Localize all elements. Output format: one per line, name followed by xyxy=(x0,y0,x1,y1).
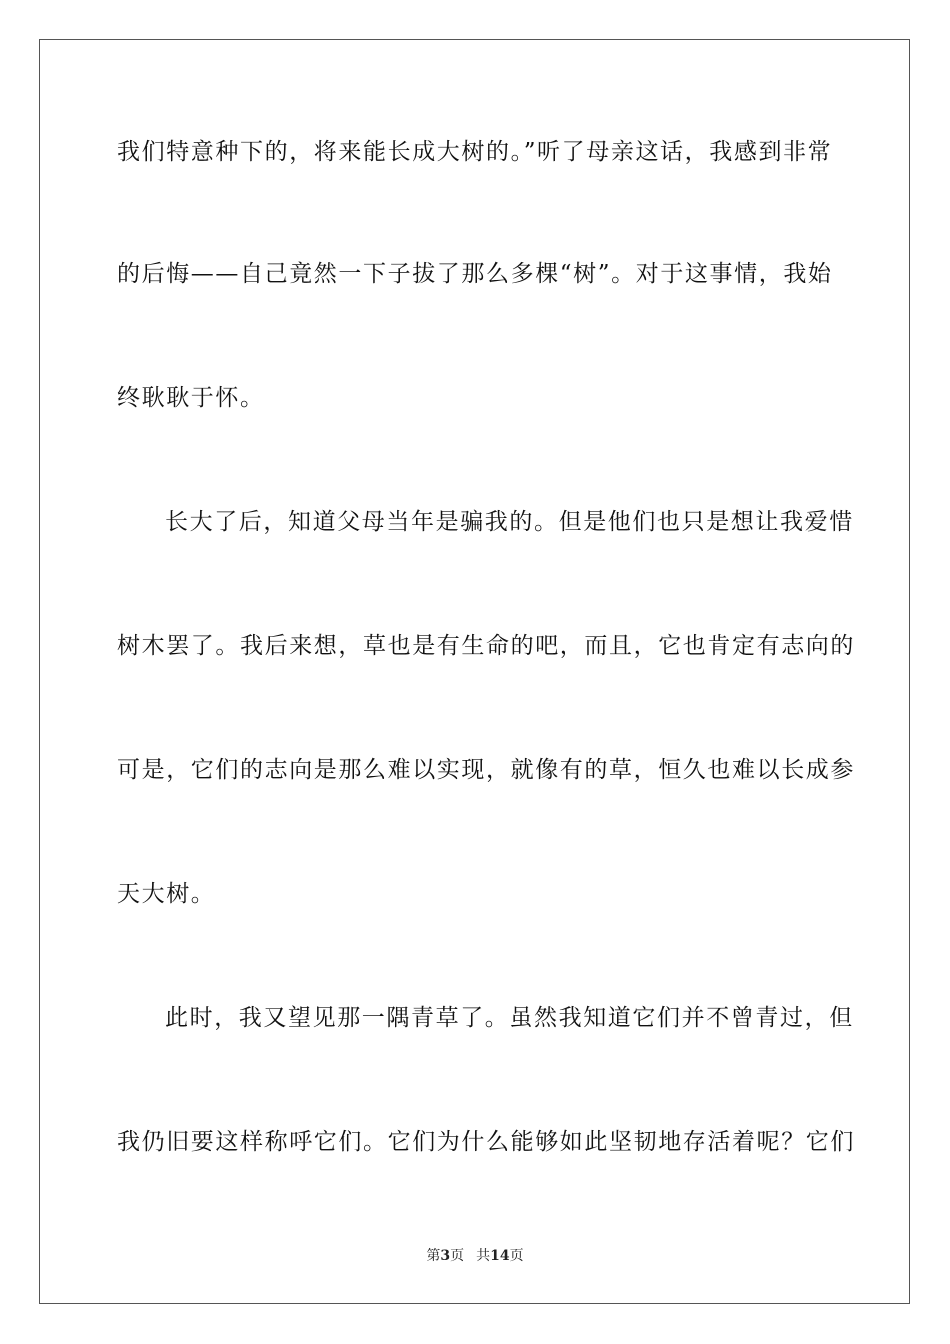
text-line-9: 我仍旧要这样称呼它们。它们为什么能够如此坚韧地存活着呢？它们 xyxy=(117,1129,855,1155)
text-line-7: 天大树。 xyxy=(117,881,216,907)
paragraph-start-line-4: 长大了后，知道父母当年是骗我的。但是他们也只是想让我爱惜 xyxy=(165,509,854,535)
total-suffix: 页 xyxy=(509,1248,524,1264)
page-border xyxy=(39,39,910,1304)
text-line-1: 我们特意种下的，将来能长成大树的。”听了母亲这话，我感到非常 xyxy=(117,139,833,165)
text-line-5: 树木罢了。我后来想，草也是有生命的吧，而且，它也肯定有志向的 xyxy=(117,633,855,659)
page-suffix: 页 xyxy=(450,1248,465,1264)
page-number: 3 xyxy=(440,1248,451,1264)
paragraph-start-line-8: 此时，我又望见那一隅青草了。虽然我知道它们并不曾青过，但 xyxy=(165,1005,854,1031)
text-line-2: 的后悔——自己竟然一下子拔了那么多棵“树”。对于这事情，我始 xyxy=(117,261,833,287)
text-line-6: 可是，它们的志向是那么难以实现，就像有的草，恒久也难以长成参 xyxy=(117,757,855,783)
total-prefix: 共 xyxy=(476,1248,491,1264)
text-line-3: 终耿耿于怀。 xyxy=(117,385,265,411)
page-footer xyxy=(0,1247,950,1265)
page-prefix: 第 xyxy=(426,1248,441,1264)
total-pages: 14 xyxy=(490,1248,510,1264)
